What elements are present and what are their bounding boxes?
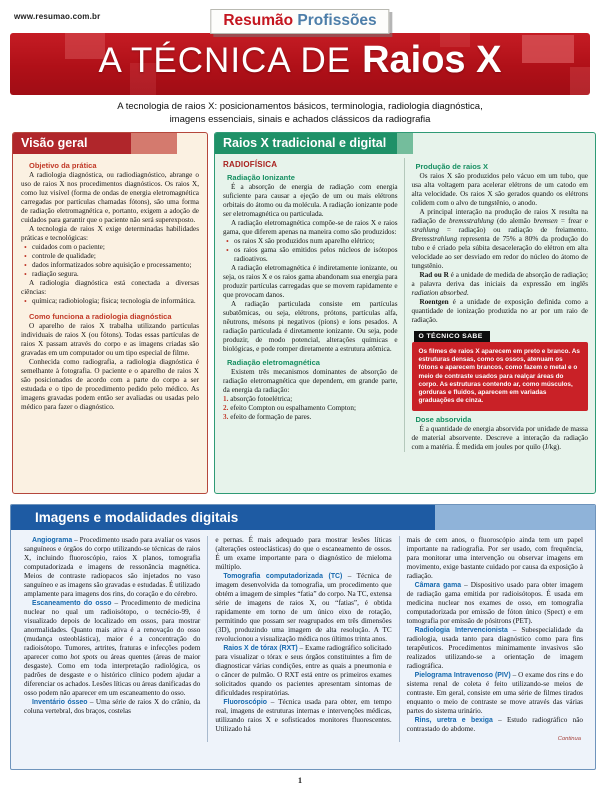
glossary-term: Pielograma Intravenoso (PIV) [414, 672, 511, 679]
paragraph: Conhecida como radiografia, a radiologia diagnóstica é semelhante à fotografia. O paciente e o aparelho de raios X são posicionados de acordo com a parte do corpo a ser estudada e o tipo de procedimento pedido pelo médico. As imagens gravadas podem então ser avaliadas ou usadas pelo médico para fazer o diagnóstico. [21, 358, 199, 411]
glossary-entry: Câmara gama – Dispositivo usado para obter imagem de radiação gama emitida por radioisótopos. É usada em medicina nuclear nos exames de osso, em tomografia computadorizada por emissão de fóton único (Spect) e em tomografia por emissão de pósitrons (PET). [406, 581, 583, 625]
glossary-entry: Radiologia Intervencionista – Subespecialidade da radiologia, usada tanto para diagnóstico como para fins terapêuticos. Procedimentos minimamente invasivos são realizados utilizando-se a orientação de imagem radiográfica. [406, 626, 583, 670]
glossary-term: Tomografia computadorizada (TC) [223, 573, 343, 580]
traditional-column-right [404, 158, 588, 452]
paragraph: A radiologia diagnóstica está conectada a diversas ciências: [21, 279, 199, 296]
traditional-header-label: Raios X tradicional e digital [223, 136, 387, 150]
overview-body [13, 154, 207, 412]
imaging-column-1 [17, 536, 207, 742]
sub-heading: Radiação Ionizante [227, 173, 295, 182]
paragraph: É a quantidade de energia absorvida por unidade de massa de material absorvente. Descreve a interação da radiação com a matéria. É medida em joules por quilo (J/kg). [411, 425, 588, 452]
traditional-column-left [223, 158, 404, 452]
paragraph: Existem três mecanismos dominantes de absorção de radiação eletromagnética que dependem, em grande parte, da energia da radiação: [223, 368, 398, 394]
bullet-icon: • [24, 260, 27, 270]
section-heading: Objetivo da prática [29, 161, 97, 170]
section-heading-caps: RADIOFÍSICA [223, 160, 278, 169]
overview-header [13, 133, 207, 154]
badge-title-red: Resumão [223, 12, 294, 29]
imaging-panel [10, 504, 596, 770]
numbered-item: 2. efeito Compton ou espalhamento Compton; [223, 404, 356, 412]
bullet-item: • cuidados com o paciente; [24, 242, 105, 252]
bullet-icon: • [24, 242, 27, 252]
bullet-icon: • [24, 296, 27, 306]
sub-heading: Radiação eletromagnética [227, 358, 320, 367]
paragraph: A radiologia diagnóstica, ou radiodiagnóstico, abrange o uso de raios X nos procedimentos diagnósticos. Os raios X, como luz visível (forma de ondas de energia eletromagnética carregadas por partículas chamadas fótons), são uma forma de radiação eletromagnética e, portanto, exigem a adoção de cuidados para garantir que o paciente não será superexposto. [21, 171, 199, 224]
bullet-item: • os raios X são produzidos num aparelho elétrico; [226, 236, 375, 246]
list-number: 3. [223, 413, 229, 421]
paragraph: A radiação particulada consiste em partículas subatômicas, ou seja, elétrons, prótons, partículas alfa, nêutrons, mésons pi negativos (píons) e íons pesados. A radiação particulada é diretamente ionizante. Ou seja, pode produzir, de modo potencial, alterações químicas e biológicas, e pode romper diretamente a estrutura atômica. [223, 300, 398, 353]
glossary-entry: Raios X de tórax (RXT) – Exame radiográfico solicitado para visualizar o tórax e seus órgãos constituintes a fim de diagnosticar várias condições, entre as quais a pneumonia e o câncer de pulmão. O RXT está entre os primeiros exames solicitados quando os pacientes apresentam sintomas de dificuldades respiratórias. [215, 644, 392, 697]
numbered-item: 3. efeito de formação de pares. [223, 413, 312, 421]
traditional-body [215, 154, 595, 452]
bullet-icon: • [24, 251, 27, 261]
imaging-column-3 [399, 536, 590, 742]
continues-note: Continua [557, 736, 581, 742]
overview-header-label: Visão geral [21, 136, 88, 150]
imaging-column-2 [207, 536, 398, 742]
page-number: 1 [297, 775, 303, 785]
paragraph: O aparelho de raios X trabalha utilizando partículas individuais de raios X (ou fótons). Todas essas partículas de raios X passam através do corpo e as imagens criadas são gravadas em um computador ou um tipo especial de filme. [21, 322, 199, 357]
continuation-paragraph: e pernas. É mais adequado para mostrar lesões líticas (alterações osteoclásticas) do que o escaneamento de ossos. É um exame importante para o diagnóstico de mieloma múltiplo. [215, 536, 392, 571]
page-title [10, 39, 590, 82]
sub-heading: Dose absorvida [415, 415, 472, 425]
paragraph: A radiação eletromagnética compõe-se de raios X e raios gama, que diferem apenas na maneira como são produzidos: [223, 219, 398, 236]
glossary-entry: Fluoroscópio – Técnica usada para obter, em tempo real, imagens de estruturas internas e intervenções médicas, utilizando raios X e sofisticados monitores fluorescentes. Utilizado há [215, 698, 392, 733]
list-number: 2. [223, 404, 229, 412]
technician-box-label: O TÉCNICO SABE [414, 331, 490, 342]
glossary-term: Câmara gama [414, 582, 462, 589]
glossary-term: Rins, uretra e bexiga [414, 717, 493, 724]
paragraph: Roentgen é a unidade de exposição definida como a quantidade de ionização produzida no ar por um raio de radiação. [411, 298, 588, 324]
page-subtitle-line1: A tecnologia de raios X: posicionamentos básicos, terminologia, radiologia diagnóstica, [117, 101, 483, 112]
imaging-header [11, 505, 595, 530]
imaging-body [11, 530, 595, 742]
glossary-term: Radiologia Intervencionista [414, 627, 508, 634]
paragraph: A principal interação na produção de raios X resulta na radiação de bremsstrahlung (do alemão bremsen = frear e strahlung = radiação) ou radiação de freiamento. Bremsstrahlung representa de 75% a 80% da produção do tubo e é criado pela súbita desaceleração do elétron em alta velocidade ao ser desviado em redor do núcleo do átomo de tungstênio. [411, 208, 588, 270]
glossary-entry: Pielograma Intravenoso (PIV) – O exame dos rins e do sistema renal de coleta é feito utilizando-se meios de contraste. Em geral, consiste em uma série de filmes tirados enquanto o meio de contraste se move através das várias partes do sistema urinário. [406, 671, 583, 715]
glossary-entry: Tomografia computadorizada (TC) – Técnica de imagem desenvolvida da tomografia, um procedimento que obtém a imagem de simples “fatia” do corpo. Na TC, extensa série de imagens de raios X, ou “fatias”, é obtida rapidamente em torno de um único eixo de rotação, permitindo que possam ser reagrupados em três dimensões (3D), produzindo uma imagem de alta resolução. A TC revolucionou a visualização médica nos últimos trinta anos. [215, 572, 392, 643]
traditional-header [215, 133, 595, 154]
bullet-icon: • [226, 245, 229, 255]
bullet-item: • os raios gama são emitidos pelos núcleos de isótopos radioativos. [226, 245, 398, 263]
paragraph: É a absorção de energia de radiação com energia suficiente para causar a ejeção de um ou mais elétrons orbitais do átomo ou da molécula. A radiação ionizante pode ser eletromagnética ou particulada. [223, 183, 398, 218]
page-subtitle [0, 100, 600, 126]
glossary-entry: Inventário ósseo – Uma série de raios X do crânio, da coluna vertebral, dos braços, costelas [24, 698, 201, 715]
bullet-item: • química; radiobiologia; física; tecnologia de informática. [24, 296, 196, 306]
glossary-term: Raios X de tórax (RXT) [223, 645, 298, 652]
site-url: www.resumao.com.br [14, 12, 101, 21]
paragraph: A radiação eletromagnética é indiretamente ionizante, ou seja, os raios X e os raios gama abandonam sua energia para produzir partículas carregadas que se movem rapidamente e que provocam danos. [223, 264, 398, 299]
overview-panel [12, 132, 208, 494]
page-title-regular: A TÉCNICA DE [98, 41, 352, 80]
glossary-term: Escaneamento do osso [32, 600, 112, 607]
bullet-icon: • [226, 236, 229, 246]
paragraph: A tecnologia de raios X exige determinadas habilidades práticas e tecnológicas: [21, 225, 199, 242]
page-subtitle-line2: imagens essenciais, sinais e achados clássicos da radiografia [169, 114, 431, 125]
badge-title-blue: Profissões [297, 12, 377, 29]
glossary-term: Inventário ósseo [32, 699, 88, 706]
glossary-entry: Escaneamento do osso – Procedimento de medicina nuclear no qual um radioisótopo, o tecnécio-99, é visualizado depois de localizado em ossos, para mostrar anormalidades. Quanto mais ativa é a renovação do osso (mudança osteoblástica), maior é a concentração do radioisótopo. Tumores, artrites, fraturas e infecções podem aparecer como hot spots ou áreas quentes (áreas de maior desgaste). Como em toda interpretação radiológica, os padrões de desgaste e o histórico clínico podem ajudar a diferenciar os achados. Lesões líticas ou áreas danificadas do osso podem não aparecer em um escaneamento do osso. [24, 599, 201, 697]
page-title-bold: Raios X [362, 39, 502, 81]
sub-heading: Produção de raios X [415, 162, 489, 171]
bullet-icon: • [24, 269, 27, 279]
technician-box-text: Os filmes de raios X aparecem em preto e branco. As estruturas densas, como os ossos, atenuam os fótons e aparecem brancos, como fazem o metal e o meio de contraste usados para realçar áreas do corpo. As estruturas contendo ar, como músculos, gorduras e fluidos, aparecem em variadas graduações de cinza. [412, 342, 588, 411]
list-number: 1. [223, 395, 229, 403]
technician-box [412, 331, 588, 411]
paragraph: Os raios X são produzidos pelo vácuo em um tubo, que usa alta voltagem para acelerar elétrons de um catodo em alta velocidade. Os raios X são gerados quando os elétrons colidem com o alvo de tungstênio, o anodo. [411, 172, 588, 207]
traditional-panel [214, 132, 596, 494]
glossary-entry: Rins, uretra e bexiga – Estudo radiográfico não contrastado do abdome. [406, 716, 583, 733]
numbered-item: 1. absorção fotoelétrica; [223, 395, 293, 403]
glossary-term: Angiograma [32, 537, 73, 544]
paragraph: Rad ou R é a unidade de medida de absorção de radiação; a palavra deriva das iniciais da expressão em inglês radiation absorbed. [411, 271, 588, 297]
bullet-item: • dados informatizados sobre aquisição e processamento; [24, 260, 192, 270]
main-title-band [10, 33, 590, 95]
glossary-entry: Angiograma – Procedimento usado para avaliar os vasos sanguíneos e órgãos do corpo utilizando-se técnicas de raios X, incluindo fluoroscópio, raios X planos, tomografia computadorizada e imagens de ressonância magnética. Meios de contraste radiopacos são injetados no vaso sanguíneo e as imagens são gravadas e estudadas. É utilizado amplamente para imagens dos rins, do coração e do cérebro. [24, 536, 201, 598]
section-heading: Como funciona a radiologia diagnóstica [29, 312, 172, 321]
series-badge [210, 9, 389, 34]
continuation-paragraph: mais de cem anos, o fluoroscópio ainda tem um papel importante na radiografia. Por ser usado, com frequência, para monitorar uma intervenção ou observar imagens em movimento, exige bastante cuidado por causa da exposição à radiação. [406, 536, 583, 580]
bullet-item: • radiação segura. [24, 269, 79, 279]
imaging-header-label: Imagens e modalidades digitais [35, 510, 239, 525]
bullet-item: • controle de qualidade; [24, 251, 96, 261]
glossary-term: Fluoroscópio [223, 699, 267, 706]
